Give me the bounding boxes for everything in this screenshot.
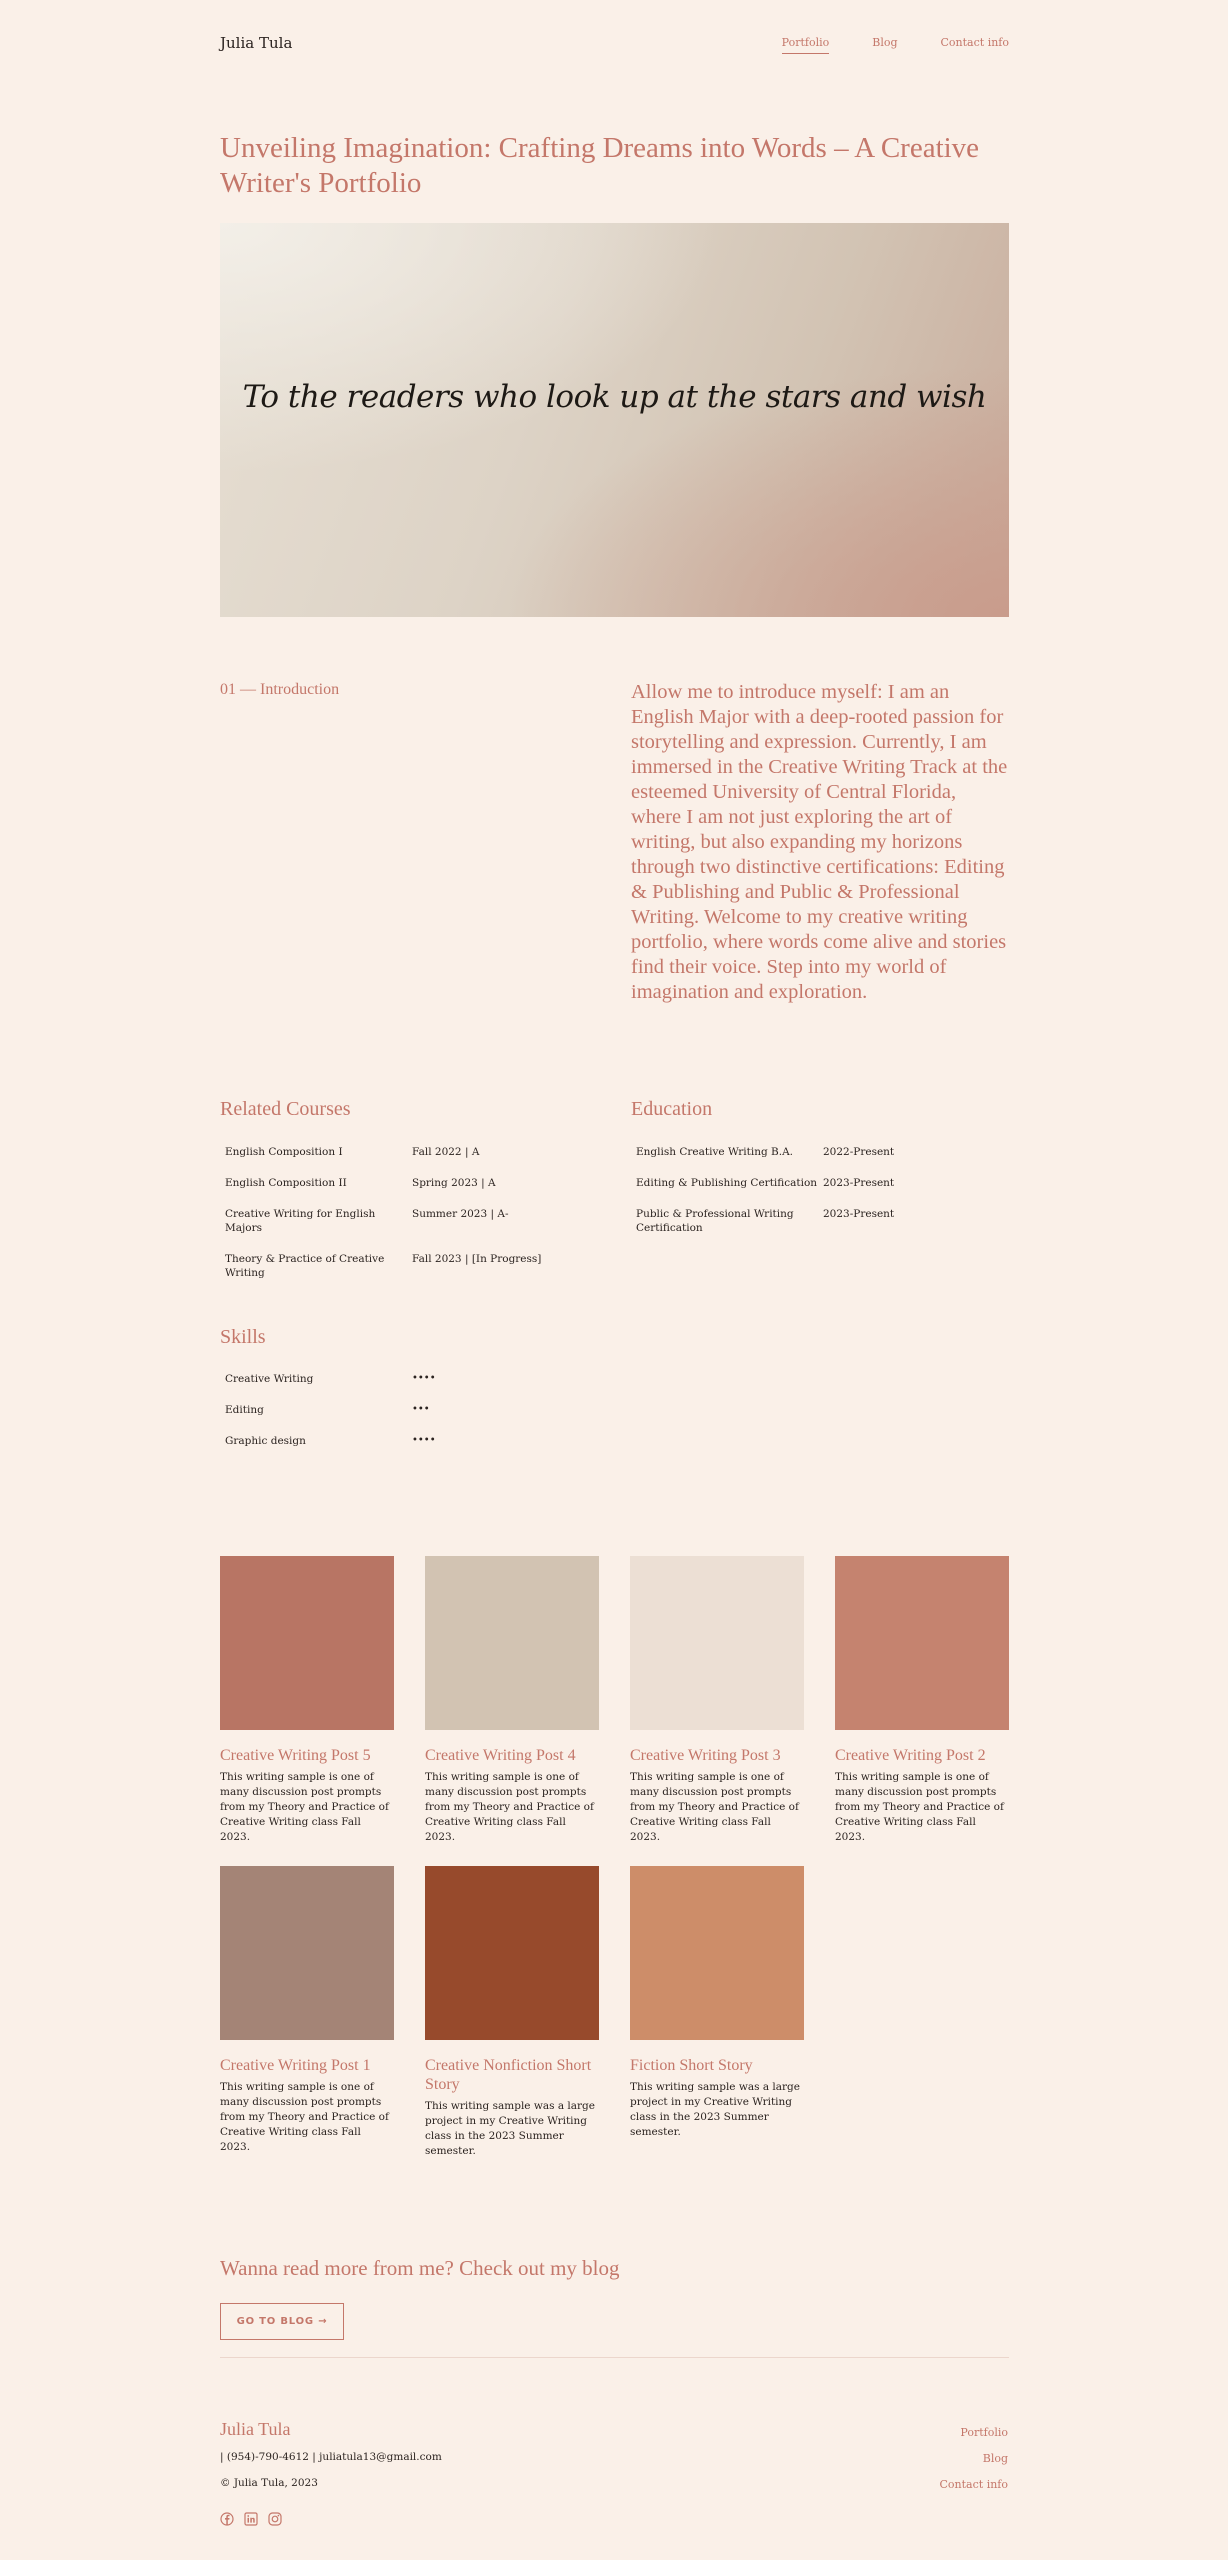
main-nav [782, 36, 1009, 54]
skill-name: Creative Writing [225, 1373, 314, 1385]
facebook-icon[interactable] [220, 2512, 234, 2526]
course-name: Creative Writing for English Majors [225, 1208, 376, 1234]
instagram-icon[interactable] [268, 2512, 282, 2526]
card-description: This writing sample was a large project in my Creative Writing class in the 2023 Summer semester. [630, 2081, 800, 2138]
card-title[interactable]: Creative Writing Post 2 [835, 1747, 986, 1764]
card-description: This writing sample is one of many discussion post prompts from my Theory and Practice of Creative Writing class Fall 2023. [630, 1771, 799, 1843]
card-description: This writing sample was a large project in my Creative Writing class in the 2023 Summer semester. [425, 2100, 595, 2157]
education-name: English Creative Writing B.A. [636, 1146, 794, 1158]
footer-name: Julia Tula [220, 2419, 291, 2439]
courses-heading: Related Courses [220, 1098, 351, 1120]
course-name: English Composition I [225, 1146, 343, 1158]
page-title: Unveiling Imagination: Crafting Dreams into Words – A Creative Writer's Portfolio [220, 132, 980, 199]
card-title[interactable]: Creative Writing Post 5 [220, 1747, 371, 1764]
course-name: Theory & Practice of Creative Writing [225, 1253, 385, 1279]
portfolio-card[interactable] [630, 1866, 804, 2140]
portfolio-card[interactable] [220, 1556, 394, 1845]
skill-row [220, 1403, 580, 1417]
skill-name: Editing [225, 1404, 264, 1416]
card-thumbnail[interactable] [220, 1866, 394, 2040]
card-title[interactable]: Creative Writing Post 4 [425, 1747, 576, 1764]
portfolio-card[interactable] [425, 1866, 599, 2159]
education-table [631, 1145, 991, 1252]
nav-blog[interactable]: Blog [872, 36, 898, 49]
education-term: 2023-Present [823, 1177, 895, 1189]
card-thumbnail[interactable] [425, 1866, 599, 2040]
skill-level: •••• [412, 1435, 436, 1446]
card-description: This writing sample is one of many discussion post prompts from my Theory and Practice of Creative Writing class Fall 2023. [835, 1771, 1004, 1843]
footer-link-blog[interactable]: Blog [982, 2452, 1008, 2465]
table-row [220, 1176, 580, 1190]
table-row [631, 1207, 991, 1235]
intro-label: 01 — Introduction [220, 681, 340, 698]
footer-nav [940, 2426, 1008, 2504]
footer-link-portfolio[interactable]: Portfolio [960, 2426, 1008, 2439]
hero-image [220, 223, 1009, 617]
nav-portfolio[interactable]: Portfolio [782, 36, 830, 54]
card-description: This writing sample is one of many discussion post prompts from my Theory and Practice of Creative Writing class Fall 2023. [425, 1771, 594, 1843]
card-title[interactable]: Creative Writing Post 1 [220, 2057, 371, 2074]
nav-contact-info[interactable]: Contact info [940, 36, 1009, 49]
hero-image-quote: To the readers who look up at the stars and wish [242, 379, 987, 415]
portfolio-card[interactable] [220, 1866, 394, 2155]
intro-text: Allow me to introduce myself: I am an English Major with a deep-rooted passion for storytelling and expression. Currently, I am immersed in the Creative Writing Track at the esteemed University of Central Florida, where I am not just exploring the art of writing, but also expanding my horizons through two distinctive certifications: Editing & Publishing and Public & Professional Writing. Welcome to my creative writing portfolio, where words come alive and stories find their voice. Step into my world of imagination and exploration. [631, 681, 1008, 1003]
education-term: 2023-Present [823, 1208, 895, 1220]
skills-heading: Skills [220, 1326, 266, 1348]
course-term: Fall 2023 | [In Progress] [412, 1253, 542, 1265]
skills-table [220, 1372, 580, 1465]
course-term: Spring 2023 | A [412, 1177, 496, 1189]
card-thumbnail[interactable] [630, 1866, 804, 2040]
card-title[interactable]: Fiction Short Story [630, 2057, 753, 2074]
portfolio-card[interactable] [630, 1556, 804, 1845]
linkedin-icon[interactable] [244, 2512, 258, 2526]
card-description: This writing sample is one of many discussion post prompts from my Theory and Practice of Creative Writing class Fall 2023. [220, 1771, 389, 1843]
table-row [220, 1145, 580, 1159]
table-row [220, 1207, 580, 1235]
footer-contact: | (954)-790-4612 | juliatula13@gmail.com [220, 2451, 442, 2463]
go-to-blog-button[interactable]: GO TO BLOG → [220, 2303, 344, 2340]
course-name: English Composition II [225, 1177, 347, 1189]
card-title[interactable]: Creative Writing Post 3 [630, 1747, 781, 1764]
card-description: This writing sample is one of many discussion post prompts from my Theory and Practice of Creative Writing class Fall 2023. [220, 2081, 389, 2153]
divider [220, 2357, 1009, 2358]
table-row [631, 1176, 991, 1190]
course-term: Summer 2023 | A- [412, 1208, 509, 1220]
blog-cta-heading: Wanna read more from me? Check out my blog [220, 2256, 620, 2280]
site-title[interactable]: Julia Tula [220, 34, 293, 52]
skill-level: •••• [412, 1373, 436, 1384]
card-title[interactable]: Creative Nonfiction Short Story [425, 2057, 592, 2093]
portfolio-card[interactable] [835, 1556, 1009, 1845]
education-name: Editing & Publishing Certification [636, 1177, 818, 1189]
skill-row [220, 1372, 580, 1386]
course-term: Fall 2022 | A [412, 1146, 480, 1158]
education-heading: Education [631, 1098, 713, 1120]
card-thumbnail[interactable] [835, 1556, 1009, 1730]
education-name: Public & Professional Writing Certification [636, 1208, 794, 1234]
table-row [220, 1252, 580, 1280]
skill-level: ••• [412, 1404, 430, 1415]
portfolio-card[interactable] [425, 1556, 599, 1845]
education-term: 2022-Present [823, 1146, 895, 1158]
social-links [220, 2512, 282, 2526]
card-thumbnail[interactable] [220, 1556, 394, 1730]
table-row [631, 1145, 991, 1159]
footer-copyright: © Julia Tula, 2023 [220, 2477, 318, 2489]
courses-table [220, 1145, 580, 1297]
skill-name: Graphic design [225, 1435, 306, 1447]
skill-row [220, 1434, 580, 1448]
card-thumbnail[interactable] [630, 1556, 804, 1730]
card-thumbnail[interactable] [425, 1556, 599, 1730]
footer-link-contact-info[interactable]: Contact info [939, 2478, 1008, 2491]
